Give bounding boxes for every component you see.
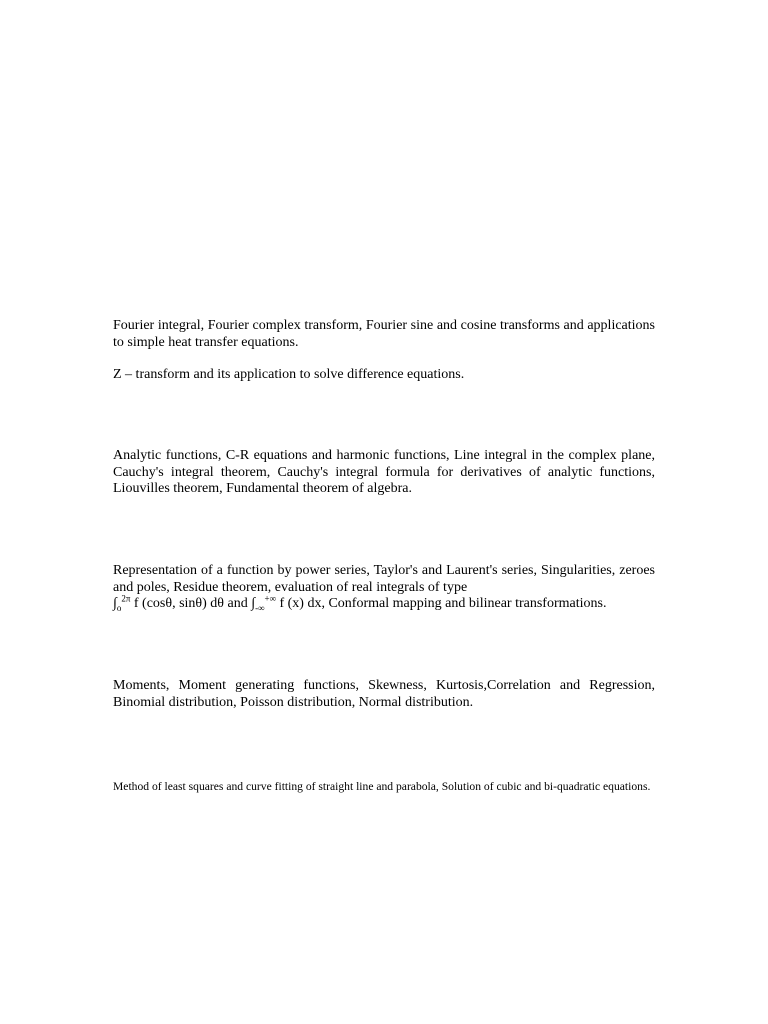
integral-symbol-2: ∫ <box>251 596 256 611</box>
integral-upper-limit: 2π <box>121 593 131 604</box>
paragraph-fourier: Fourier integral, Fourier complex transform, Fourier sine and cosine transforms and applications to simple heat transfer equations. <box>113 318 655 350</box>
paragraph-least-squares: Method of least squares and curve fitting of straight line and parabola, Solution of cubic and bi-quadratic equations. <box>113 780 651 793</box>
integral-symbol: ∫ <box>113 596 117 611</box>
integral-body-2: f (x) dx, Conformal mapping and bilinear transformations. <box>275 596 607 611</box>
paragraph-power-series <box>113 563 655 613</box>
paragraph-statistics: Moments, Moment generating functions, Skewness, Kurtosis,Correlation and Regression, Binomial distribution, Poisson distribution, Normal distribution. <box>113 678 655 710</box>
paragraph-z-transform: Z – transform and its application to solve difference equations. <box>113 367 465 382</box>
integral-lower-limit-2: -∞ <box>255 602 265 613</box>
integral-expression-line <box>113 593 607 613</box>
integral-upper-limit-2: +∞ <box>264 593 276 604</box>
integral-body: f (cosθ, sinθ) dθ and <box>130 596 252 611</box>
integral-lower-limit: o <box>116 602 122 613</box>
paragraph-analytic-functions: Analytic functions, C-R equations and harmonic functions, Line integral in the complex plane, Cauchy's integral theorem, Cauchy's integral formula for derivatives of analytic functions, Liouvilles theorem, Fundamental theorem of algebra. <box>113 448 655 496</box>
paragraph-power-series-text: Representation of a function by power series, Taylor's and Laurent's series, Singularities, zeroes and poles, Residue theorem, evaluation of real integrals of type <box>113 563 655 595</box>
